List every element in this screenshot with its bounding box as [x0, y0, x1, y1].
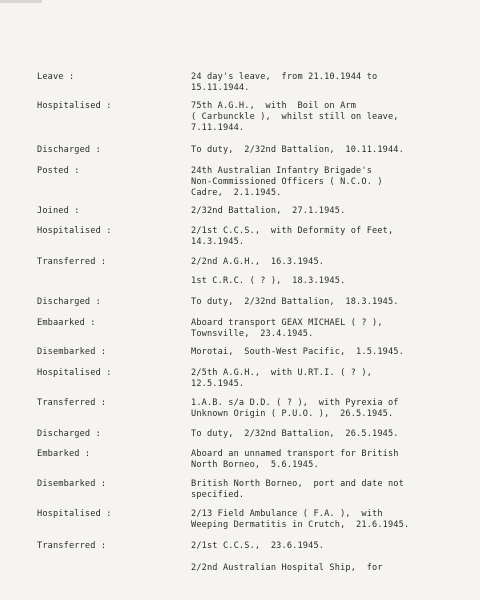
entry-text: To duty, 2/32nd Battalion, 10.11.1944. — [191, 145, 404, 155]
entry-label: Discharged : — [37, 429, 101, 439]
entry-label: Hospitalised : — [37, 226, 112, 236]
entry-label: Embaarked : — [37, 318, 96, 328]
entry-text: Aboard an unnamed transport for British North Borneo, 5.6.1945. — [191, 449, 399, 470]
entry-label: Hospitalised : — [37, 101, 112, 111]
entry-text: To duty, 2/32nd Battalion, 18.3.1945. — [191, 297, 399, 307]
entry-label: Posted : — [37, 166, 80, 176]
entry-text: 75th A.G.H., with Boil on Arm ( Carbunckle ), whilst still on leave, 7.11.1944. — [191, 101, 399, 133]
entry-label: Transferred : — [37, 398, 107, 408]
entry-text: 2/2nd Australian Hospital Ship, for — [191, 563, 383, 573]
entry-text: 24th Australian Infantry Brigade's Non-Commissioned Officers ( N.C.O. ) Cadre, 2.1.1945. — [191, 166, 383, 198]
entry-text: 2/5th A.G.H., with U.RT.I. ( ? ), 12.5.1945. — [191, 368, 373, 389]
entry-text: 1st C.R.C. ( ? ), 18.3.1945. — [191, 276, 346, 286]
entry-text: British North Borneo, port and date not specified. — [191, 479, 404, 500]
entry-text: 2/13 Field Ambulance ( F.A. ), with Weeping Dermatitis in Crutch, 21.6.1945. — [191, 509, 410, 530]
entry-label: Discharged : — [37, 297, 101, 307]
entry-label: Joined : — [37, 206, 80, 216]
entry-text: 2/2nd A.G.H., 16.3.1945. — [191, 257, 325, 267]
entry-text: 1.A.B. s/a D.D. ( ? ), with Pyrexia of Unknown Origin ( P.U.O. ), 26.5.1945. — [191, 398, 399, 419]
entry-label: Disembarked : — [37, 479, 107, 489]
entry-label: Disembarked : — [37, 347, 107, 357]
entry-text: 2/32nd Battalion, 27.1.1945. — [191, 206, 346, 216]
entry-text: 2/1st C.C.S., 23.6.1945. — [191, 541, 325, 551]
entry-label: Transferred : — [37, 541, 107, 551]
entry-text: To duty, 2/32nd Battalion, 26.5.1945. — [191, 429, 399, 439]
entry-text: 24 day's leave, from 21.10.1944 to 15.11.1944. — [191, 72, 378, 93]
entry-label: Hospitalised : — [37, 509, 112, 519]
entry-label: Hospitalised : — [37, 368, 112, 378]
entry-text: 2/1st C.C.S., with Deformity of Feet, 14.3.1945. — [191, 226, 394, 247]
entry-label: Leave : — [37, 72, 75, 82]
entry-label: Transferred : — [37, 257, 107, 267]
entry-text: Morotai, South-West Pacific, 1.5.1945. — [191, 347, 404, 357]
entry-label: Discharged : — [37, 145, 101, 155]
entry-text: Aboard transport GEAX MICHAEL ( ? ), Townsville, 23.4.1945. — [191, 318, 383, 339]
entry-label: Embarked : — [37, 449, 91, 459]
